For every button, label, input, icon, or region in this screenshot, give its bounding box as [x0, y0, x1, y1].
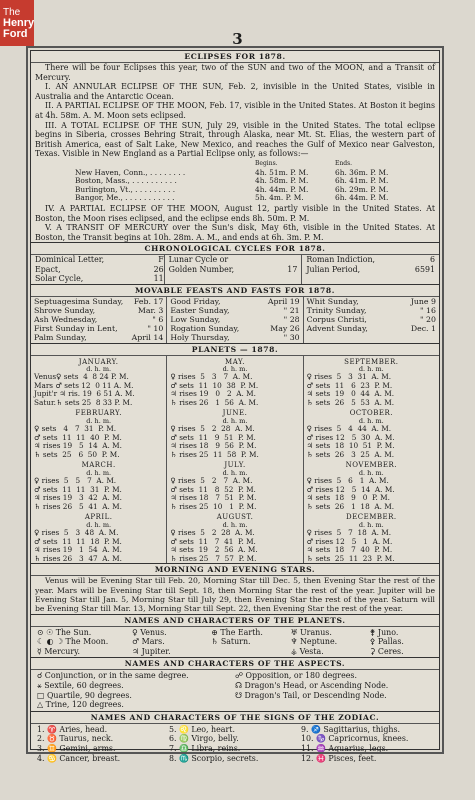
planet-row: ♂ sets 11 11 18 P. M. — [34, 536, 122, 546]
zodiac-sign: 3. ♊ Gemini, arms. — [37, 743, 116, 753]
aspects-section — [31, 658, 439, 711]
month-heading: JANUARY. — [78, 357, 119, 366]
feast-date: April 14 — [131, 333, 164, 343]
cycle-label: Solar Cycle, — [35, 274, 84, 284]
zodiac-title: NAMES AND CHARACTERS OF THE SIGNS OF THE ZODIAC. — [31, 712, 439, 724]
dhm-header: d. h. m. — [86, 521, 112, 530]
eclipse-5: V. A TRANSIT OF MERCURY over the Sun's disk, May 6th, visible in the United States. At Boston, the Transit begins at 10h. 28m. A. M., and ends at 6h. 3m. P. M. — [35, 223, 435, 242]
planet-character: ♃ Jupiter. — [132, 646, 171, 656]
eclipse-3: III. A TOTAL ECLIPSE OF THE SUN, July 29, visible in the United States. The total eclipse begins in Siberia, crosses Behring Strait, through Alaska, near Mt. St. Elias, the western part of British America, east of Salt Lake, New Mexico, and reaches the Gulf of Mexico near Galveston, Texas. Visible in New England as a Partial Eclipse only, as follows:— — [35, 120, 435, 159]
planet-character: ♆ Neptune. — [290, 637, 338, 647]
planet-character: ⚴ Pallas. — [369, 637, 404, 647]
planet-row: ♀ rises 5 4 44 A. M. — [306, 424, 392, 434]
planet-row: ♄ sets 26 5 53 A. M. — [306, 397, 395, 407]
planet-row: ♀ rises 5 5 7 A. M. — [34, 476, 117, 486]
stars-text: Venus will be Evening Star till Feb. 20, Morning Star till Dec. 5, then Evening Star the rest of the year. Mars will be Evening Star till Sept. 18, then Morning Star the rest of the year. Jupiter will be Evening Star till Jan. 5, Morning Star till July 29, then Evening Star the rest of the year. Saturn will be Evening Star till Mar. 13, Morning Star till Sept. 22, then Evening Star the rest of the year. — [35, 576, 435, 614]
morning-evening-stars-section — [31, 564, 439, 614]
aspect-character — [235, 700, 433, 710]
zodiac-sign: 1. ♈ Aries, head. — [37, 724, 108, 734]
times-row: Burlington, Vt., . . . . . . . . . 4h. 44m. P. M. 6h. 29m. P. M. — [75, 184, 389, 194]
zodiac-sign: 11. ♒ Aquarius, legs. — [301, 743, 389, 753]
planet-row: ♂ sets 11 7 41 P. M. — [170, 536, 256, 546]
aspect-character: □ Quartile, 90 degrees. — [37, 690, 132, 700]
planet-row: ♂ rises 12 5 14 A. M. — [306, 484, 395, 494]
zodiac-sign: 12. ♓ Pisces, feet. — [301, 753, 377, 763]
planet-row: Mars ♂ sets 12 0 11 A. M. — [34, 380, 134, 390]
planet-characters-title: NAMES AND CHARACTERS OF THE PLANETS. — [31, 615, 439, 627]
planet-row: ♀ rises 5 2 28 A. M. — [170, 528, 255, 538]
feast-date: Feb. 17 — [133, 296, 164, 306]
planet-row: ♀ rises 5 3 48 A. M. — [34, 528, 119, 538]
month-heading: JUNE. — [222, 409, 248, 418]
planet-row: ♄ rises 26 1 56 A. M. — [170, 397, 259, 407]
eclipses-title: ECLIPSES FOR 1878. — [31, 51, 439, 63]
planet-row: ♀ rises 5 3 31 A. M. — [306, 372, 392, 382]
aspect-character: △ Trine, 120 degrees. — [37, 700, 124, 710]
zodiac-sign: 6. ♍ Virgo, belly. — [169, 734, 239, 744]
planet-row: ♃ rises 19 3 42 A. M. — [34, 493, 122, 503]
planet-characters-grid — [31, 627, 439, 658]
aspect-character: ☊ Dragon's Head, or Ascending Node. — [235, 680, 389, 690]
dhm-header: d. h. m. — [358, 365, 384, 374]
feast-name: Shrove Sunday, — [34, 305, 96, 315]
planet-row: ♂ sets 11 6 23 P. M. — [306, 380, 393, 390]
planet-row: ♄ rises 25 7 57 P. M. — [170, 553, 257, 563]
planet-row: ♃ sets 18 9 0 P. M. — [306, 493, 390, 503]
dhm-header: d. h. m. — [222, 521, 248, 530]
planet-row: ♂ sets 11 11 40 P. M. — [34, 432, 122, 442]
aspect-character: ☍ Opposition, or 180 degrees. — [235, 671, 357, 681]
aspect-character: ☌ Conjunction, or in the same degree. — [37, 671, 189, 681]
times-row: Boston, Mass., . . . . . . . . . . 4h. 58m. P. M. 6h. 41m. P. M. — [75, 176, 389, 186]
feast-name: Easter Sunday, — [170, 305, 230, 315]
aspect-character: ☋ Dragon's Tail, or Descending Node. — [235, 690, 387, 700]
zodiac-sign: 7. ♎ Libra, reins. — [169, 743, 241, 753]
planet-character: ♀ Venus. — [132, 627, 167, 637]
planet-row: ♃ rises 19 0 2 A. M. — [170, 389, 256, 399]
feast-date: Dec. 1 — [410, 324, 436, 334]
zodiac-sign: 4. ♋ Cancer, breast. — [37, 753, 121, 763]
dhm-header: d. h. m. — [358, 469, 384, 478]
planet-row: ♀ rises 5 7 18 A. M. — [306, 528, 392, 538]
month-heading: JULY. — [224, 461, 246, 470]
planet-row: ♃ sets 18 10 51 P. M. — [306, 441, 395, 451]
times-ends-header: Ends. — [335, 159, 353, 167]
planet-character — [211, 647, 290, 657]
planets-table — [31, 356, 439, 564]
logo-line-3: Ford — [3, 28, 28, 40]
planet-row: ♀ rises 5 2 28 A. M. — [170, 424, 255, 434]
planet-row: ♀ rises 5 3 7 A. M. — [170, 372, 253, 382]
feast-date: " 28 — [283, 314, 300, 324]
feast-date: " 16 — [419, 305, 436, 315]
dhm-header: d. h. m. — [358, 417, 384, 426]
cycle-value: 26 — [153, 264, 164, 274]
planet-row: ♀ sets 4 7 31 P. M. — [34, 424, 117, 434]
feast-name: Good Friday, — [170, 296, 221, 306]
stars-title: MORNING AND EVENING STARS. — [31, 564, 439, 576]
planet-character: ♅ Uranus. — [290, 627, 332, 637]
almanac-page — [30, 50, 440, 763]
feast-name: Ash Wednesday, — [34, 314, 98, 324]
planet-row: ♄ rises 25 10 1 P. M. — [170, 501, 257, 511]
eclipse-2: II. A PARTIAL ECLIPSE OF THE MOON, Feb. 17, visible in the United States. At Boston it begins at 4h. 58m. A. M. Moon sets eclipsed. — [35, 101, 435, 120]
logo-line-1: The — [3, 7, 21, 18]
planet-characters-section — [31, 615, 439, 659]
cycle-label: Julian Period, — [306, 264, 361, 274]
feast-date: Mar. 3 — [137, 305, 164, 315]
feast-name: Corpus Christi, — [306, 314, 367, 324]
feast-date: " 20 — [419, 314, 436, 324]
eclipse-times-table — [31, 160, 439, 203]
cycle-label: Epact, — [35, 264, 61, 274]
planet-row: ♂ rises 12 5 30 A. M. — [306, 432, 395, 442]
feast-name: Holy Thursday, — [170, 333, 230, 343]
planet-character: ☾ ◐ ☽ The Moon. — [37, 637, 109, 647]
zodiac-sign: 5. ♌ Leo, heart. — [169, 724, 235, 734]
cycle-value: F — [158, 255, 164, 265]
eclipse-4: IV. A PARTIAL ECLIPSE OF THE MOON, August 12, partly visible in the United States. At Boston, the Moon rises eclipsed, and the eclipse ends 8h. 50m. P. M. — [35, 203, 435, 223]
zodiac-sign: 9. ♐ Sagittarius, thighs. — [301, 724, 401, 734]
planet-row: ♀ rises 5 2 7 A. M. — [170, 476, 253, 486]
dhm-header: d. h. m. — [86, 417, 112, 426]
planet-character: ⚶ Vesta. — [290, 646, 324, 656]
zodiac-sign: 10. ♑ Capricornus, knees. — [301, 734, 409, 744]
feast-date: " 10 — [147, 324, 164, 334]
feast-name: First Sunday in Lent, — [34, 324, 118, 334]
page-number: 3 — [232, 30, 243, 48]
planets-title: PLANETS — 1878. — [31, 344, 439, 356]
cycle-label: Golden Number, — [168, 264, 235, 274]
planet-row: ♀ rises 5 6 1 A. M. — [306, 476, 389, 486]
cycles-section — [31, 243, 439, 284]
times-row: Bangor, Me., . . . . . . . . . . . 5h. 4m. P. M. 6h. 44m. P. M. — [75, 193, 389, 203]
feast-name: Palm Sunday, — [34, 333, 87, 343]
aspect-character: ⚹ Sextile, 60 degrees. — [37, 680, 124, 690]
planet-row: ♃ rises 18 7 51 P. M. — [170, 493, 257, 503]
planet-row: ♄ sets 25 6 50 P. M. — [34, 449, 120, 459]
planet-row: ♃ rises 19 5 14 A. M. — [34, 441, 122, 451]
dhm-header: d. h. m. — [222, 417, 248, 426]
cycle-value: 6 — [429, 255, 436, 265]
planet-row: ♃ sets 19 2 56 A. M. — [170, 545, 258, 555]
month-heading: MAY. — [225, 357, 245, 366]
cycle-label: Dominical Letter, — [35, 255, 105, 265]
planet-character: ⚵ Juno. — [369, 627, 399, 637]
feast-name: Trinity Sunday, — [306, 305, 367, 315]
times-begins-header: Begins. — [255, 159, 278, 167]
planet-character: ⊙ ☉ The Sun. — [37, 627, 92, 637]
zodiac-sign: 2. ♉ Taurus, neck. — [37, 734, 114, 744]
month-heading: APRIL. — [84, 513, 113, 522]
logo-line-2: Henry — [3, 17, 35, 29]
month-heading: FEBRUARY. — [75, 409, 122, 418]
aspects-title: NAMES AND CHARACTERS OF THE ASPECTS. — [31, 658, 439, 670]
planet-row: Satur.♄ sets 25 8 33 P. M. — [34, 397, 133, 407]
planets-column — [166, 356, 302, 564]
cycle-label: Lunar Cycle or — [168, 255, 229, 265]
planet-row: ♄ sets 26 3 25 A. M. — [306, 449, 395, 459]
eclipses-intro: There will be four Eclipses this year, two of the SUN and two of the MOON, and a Transit of Mercury. — [35, 63, 435, 82]
feast-date: May 26 — [270, 324, 300, 334]
feast-name: Low Sunday, — [170, 314, 221, 324]
dhm-header: d. h. m. — [86, 365, 112, 374]
cycle-value: 17 — [287, 264, 298, 274]
planet-row: ♄ sets 25 11 23 P. M. — [306, 553, 395, 563]
planet-row: ♂ sets 11 8 52 P. M. — [170, 484, 256, 494]
planets-column — [31, 356, 166, 564]
planet-row: ♄ sets 26 1 18 A. M. — [306, 501, 395, 511]
feast-date: " 21 — [283, 305, 300, 315]
planets-column — [303, 356, 439, 564]
feast-name: Rogation Sunday, — [170, 324, 240, 334]
planets-section — [31, 344, 439, 565]
month-heading: AUGUST. — [216, 513, 254, 522]
eclipses-section — [31, 51, 439, 243]
zodiac-grid — [31, 724, 439, 764]
planet-row: Venus♀ sets 4 8 24 P. M. — [34, 372, 129, 382]
dhm-header: d. h. m. — [222, 365, 248, 374]
dhm-header: d. h. m. — [222, 469, 248, 478]
feast-name: Advent Sunday, — [306, 324, 368, 334]
planet-character: ♂ Mars. — [132, 637, 165, 647]
eclipse-1: I. AN ANNULAR ECLIPSE OF THE SUN, Feb. 2, invisible in the United States, visible in Australia and the Antarctic Ocean. — [35, 82, 435, 101]
feast-date: April 19 — [267, 296, 300, 306]
month-heading: MARCH. — [81, 461, 116, 470]
planet-row: ♂ sets 11 9 51 P. M. — [170, 432, 256, 442]
movable-title: MOVABLE FEASTS AND FASTS FOR 1878. — [31, 285, 439, 297]
month-heading: SEPTEMBER. — [344, 357, 399, 366]
feast-date: " 6 — [152, 314, 164, 324]
cycles-title: CHRONOLOGICAL CYCLES FOR 1878. — [31, 243, 439, 255]
month-heading: OCTOBER. — [349, 409, 393, 418]
movable-feasts-section — [31, 285, 439, 344]
feast-date: June 9 — [410, 296, 436, 306]
planet-row: ♃ rises 19 1 54 A. M. — [34, 545, 122, 555]
dhm-header: d. h. m. — [358, 521, 384, 530]
planet-row: ♃ sets 18 7 40 P. M. — [306, 545, 393, 555]
aspects-grid — [31, 670, 439, 710]
zodiac-sign: 8. ♏ Scorpio, secrets. — [169, 753, 259, 763]
month-heading: NOVEMBER. — [345, 461, 397, 470]
planet-row: ♂ sets 11 11 31 P. M. — [34, 484, 122, 494]
planet-row: Jupit'r ♃ ris. 19 6 51 A. M. — [34, 389, 135, 399]
feast-name: Whit Sunday, — [306, 296, 359, 306]
planet-character: ⚳ Ceres. — [369, 646, 404, 656]
cycle-label: Roman Indiction, — [306, 255, 376, 265]
planet-row: ♄ rises 26 5 41 A. M. — [34, 501, 122, 511]
planet-character: ⊕ The Earth. — [211, 627, 263, 637]
cycle-value: 11 — [153, 274, 164, 284]
dhm-header: d. h. m. — [86, 469, 112, 478]
cycle-value: 6591 — [414, 264, 436, 274]
planet-row: ♃ rises 18 9 56 P. M. — [170, 441, 257, 451]
planet-character: ☿ Mercury. — [37, 646, 81, 656]
feast-date: " 30 — [283, 333, 300, 343]
planet-row: ♃ sets 19 0 44 A. M. — [306, 389, 395, 399]
month-heading: DECEMBER. — [346, 513, 397, 522]
planet-row: ♂ sets 11 10 38 P. M. — [170, 380, 259, 390]
times-row: New Haven, Conn., . . . . . . . . 4h. 51m. P. M. 6h. 36m. P. M. — [75, 167, 389, 177]
planet-row: ♄ rises 25 11 58 P. M. — [170, 449, 259, 459]
planet-row: ♂ rises 12 5 1 A. M. — [306, 536, 393, 546]
zodiac-section — [31, 712, 439, 764]
planet-row: ♄ rises 26 3 47 A. M. — [34, 553, 122, 563]
feast-name: Septuagesima Sunday, — [34, 296, 124, 306]
planet-character: ♄ Saturn. — [211, 637, 251, 647]
